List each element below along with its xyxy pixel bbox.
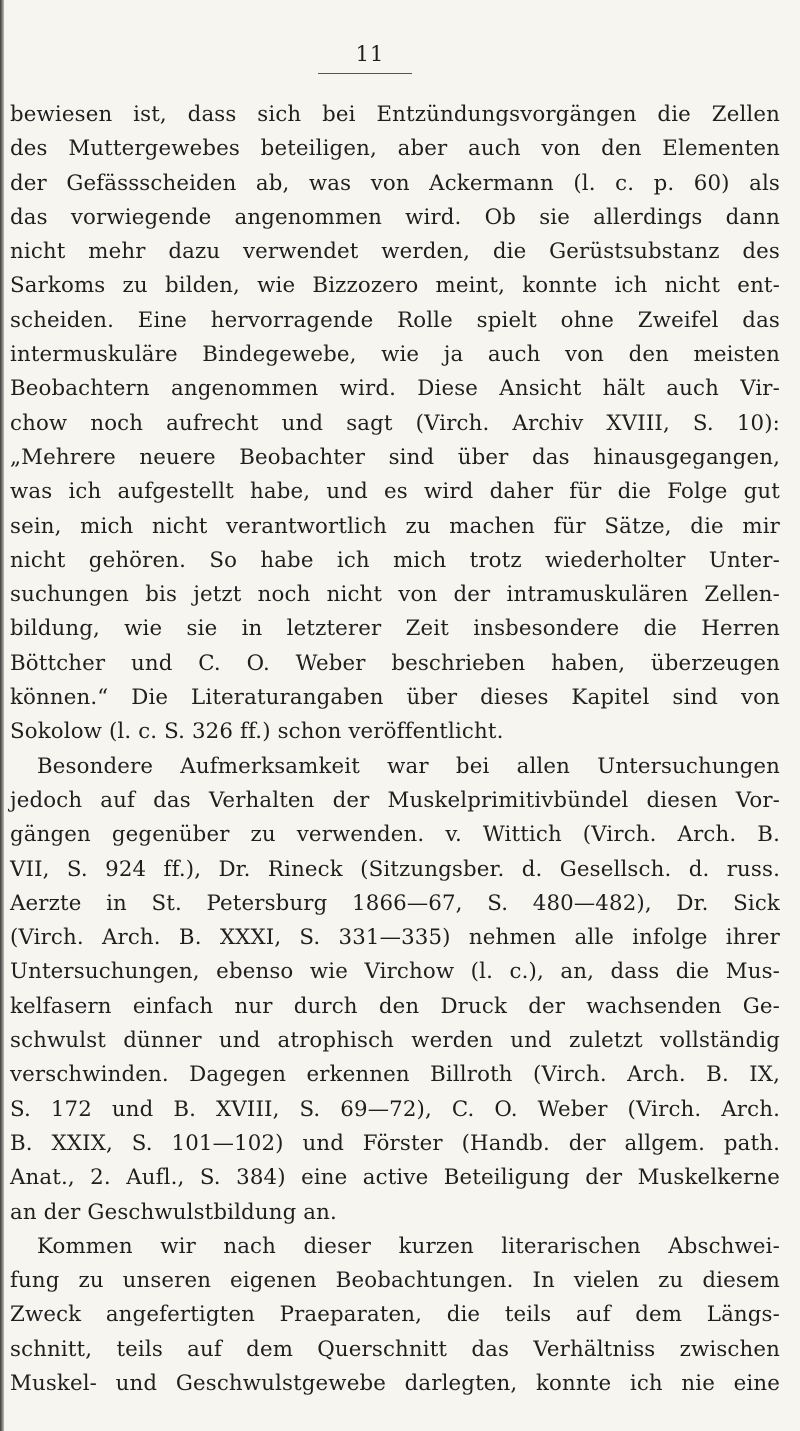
text-line: sein, mich nicht verantwortlich zu machen für Sätze, die mir bbox=[10, 513, 780, 539]
text-line: Zweck angefertigten Praeparaten, die teils auf dem Längs- bbox=[10, 1302, 780, 1328]
text-line: was ich aufgestellt habe, und es wird daher für die Folge gut bbox=[10, 479, 780, 505]
page-binding-edge bbox=[0, 0, 4, 1431]
text-line: schwulst dünner und atrophisch werden und zuletzt vollständig bbox=[10, 1028, 780, 1054]
page-number-rule bbox=[318, 73, 412, 74]
text-line: scheiden. Eine hervorragende Rolle spielt ohne Zweifel das bbox=[10, 307, 780, 333]
text-line: Sokolow (l. c. S. 326 ff.) schon veröffentlicht. bbox=[10, 719, 504, 745]
text-line: „Mehrere neuere Beobachter sind über das hinausgegangen, bbox=[10, 444, 780, 470]
text-line: Anat., 2. Aufl., S. 384) eine active Beteiligung der Muskelkerne bbox=[10, 1165, 780, 1191]
text-line: S. 172 und B. XVIII, S. 69—72), C. O. Weber (Virch. Arch. bbox=[10, 1096, 780, 1122]
text-line: nicht gehören. So habe ich mich trotz wiederholter Unter- bbox=[10, 547, 780, 573]
text-line: suchungen bis jetzt noch nicht von der intramuskulären Zellen- bbox=[10, 582, 780, 608]
text-line: bildung, wie sie in letzterer Zeit insbesondere die Herren bbox=[10, 616, 780, 642]
text-line: kelfasern einfach nur durch den Druck der wachsenden Ge- bbox=[10, 993, 780, 1019]
text-line: intermuskuläre Bindegewebe, wie ja auch von den meisten bbox=[10, 342, 780, 368]
text-line: Sarkoms zu bilden, wie Bizzozero meint, konnte ich nicht ent- bbox=[10, 273, 780, 299]
body-text bbox=[10, 98, 780, 1401]
text-line: B. XXIX, S. 101—102) und Förster (Handb. der allgem. path. bbox=[10, 1130, 780, 1156]
text-line: Aerzte in St. Petersburg 1866—67, S. 480—482), Dr. Sick bbox=[10, 890, 780, 916]
text-line: nicht mehr dazu verwendet werden, die Gerüstsubstanz des bbox=[10, 239, 780, 265]
text-line: Besondere Aufmerksamkeit war bei allen Untersuchungen bbox=[37, 753, 780, 779]
text-line: Böttcher und C. O. Weber beschrieben haben, überzeugen bbox=[10, 650, 780, 676]
page-number: 11 bbox=[355, 42, 385, 66]
text-line: Beobachtern angenommen wird. Diese Ansicht hält auch Vir- bbox=[10, 376, 780, 402]
text-line: Untersuchungen, ebenso wie Virchow (l. c.), an, dass die Mus- bbox=[10, 959, 780, 985]
text-line: verschwinden. Dagegen erkennen Billroth (Virch. Arch. B. IX, bbox=[10, 1062, 780, 1088]
text-line: an der Geschwulstbildung an. bbox=[10, 1199, 337, 1225]
text-line: Kommen wir nach dieser kurzen literarischen Abschwei- bbox=[37, 1233, 780, 1259]
text-line: das vorwiegende angenommen wird. Ob sie allerdings dann bbox=[10, 204, 780, 230]
text-line: (Virch. Arch. B. XXXI, S. 331—335) nehmen alle infolge ihrer bbox=[10, 925, 780, 951]
text-line: des Muttergewebes beteiligen, aber auch von den Elementen bbox=[10, 136, 780, 162]
text-line: gängen gegenüber zu verwenden. v. Wittich (Virch. Arch. B. bbox=[10, 822, 780, 848]
text-line: bewiesen ist, dass sich bei Entzündungsvorgängen die Zellen bbox=[10, 102, 780, 127]
text-line: können.“ Die Literaturangaben über dieses Kapitel sind von bbox=[10, 685, 780, 711]
text-line: Muskel- und Geschwulstgewebe darlegten, konnte ich nie eine bbox=[10, 1370, 780, 1396]
text-line: jedoch auf das Verhalten der Muskelprimitivbündel diesen Vor- bbox=[10, 787, 780, 813]
text-line: chow noch aufrecht und sagt (Virch. Archiv XVIII, S. 10): bbox=[10, 410, 780, 436]
text-line: fung zu unseren eigenen Beobachtungen. In vielen zu diesem bbox=[10, 1268, 780, 1294]
text-line: VII, S. 924 ff.), Dr. Rineck (Sitzungsber. d. Gesellsch. d. russ. bbox=[10, 856, 780, 882]
text-line: der Gefässscheiden ab, was von Ackermann (l. c. p. 60) als bbox=[10, 170, 780, 196]
text-line: schnitt, teils auf dem Querschnitt das Verhältniss zwischen bbox=[10, 1336, 780, 1362]
